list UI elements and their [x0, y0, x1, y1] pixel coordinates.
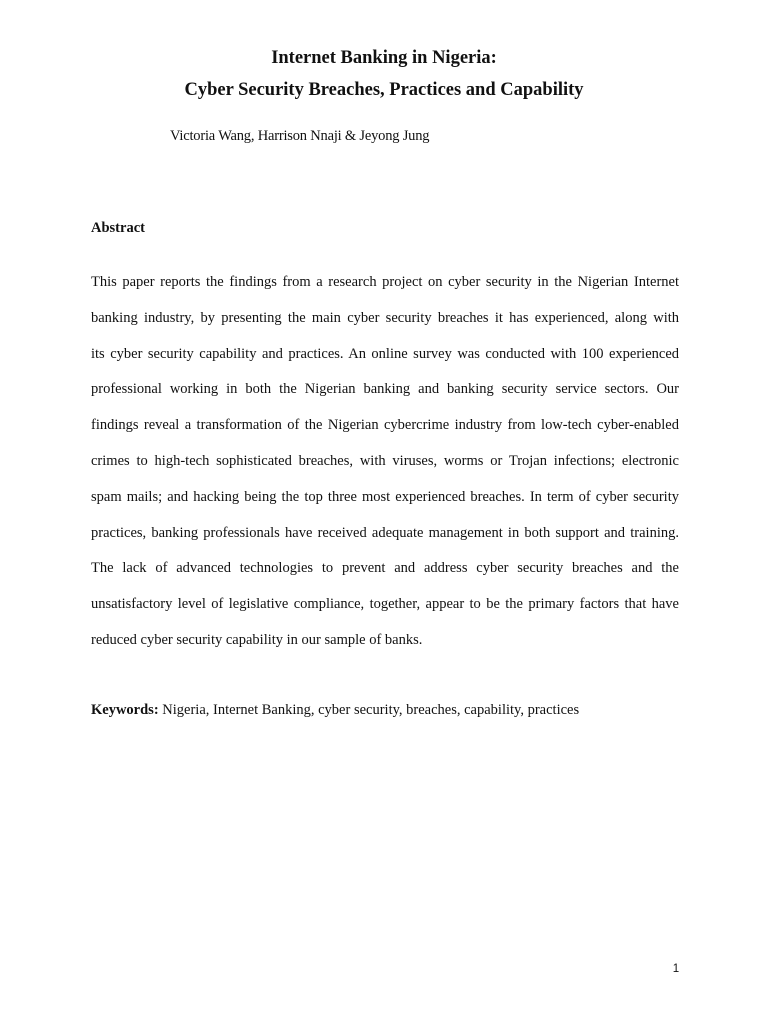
keywords-label: Keywords:	[91, 702, 159, 718]
paper-title-line-1: Internet Banking in Nigeria:	[271, 48, 497, 68]
abstract-line: reduced cyber security capability in our sample of banks.	[91, 631, 423, 648]
abstract-body	[91, 270, 679, 664]
abstract-line: This paper reports the findings from a research project on cyber security in the Nigerian Internet	[91, 274, 679, 290]
abstract-line: practices, banking professionals have received adequate management in both support and training.	[91, 524, 679, 541]
abstract-line: its cyber security capability and practices. An online survey was conducted with 100 experienced	[91, 345, 679, 362]
abstract-line: professional working in both the Nigerian banking and banking security service sectors. Our	[91, 381, 679, 398]
abstract-line: spam mails; and hacking being the top three most experienced breaches. In term of cyber security	[91, 488, 679, 505]
abstract-heading: Abstract	[91, 220, 145, 236]
abstract-line: crimes to high-tech sophisticated breaches, with viruses, worms or Trojan infections; electronic	[91, 452, 679, 469]
page-number: 1	[672, 963, 680, 975]
abstract-line: unsatisfactory level of legislative compliance, together, appear to be the primary factors that have	[91, 596, 679, 613]
author-list: Victoria Wang, Harrison Nnaji & Jeyong Jung	[170, 128, 430, 144]
abstract-line: The lack of advanced technologies to prevent and address cyber security breaches and the	[91, 560, 679, 577]
paper-title-line-2: Cyber Security Breaches, Practices and Capability	[184, 80, 584, 100]
abstract-line: findings reveal a transformation of the Nigerian cybercrime industry from low-tech cyber-enabled	[91, 417, 679, 434]
abstract-line: banking industry, by presenting the main cyber security breaches it has experienced, along with	[91, 309, 679, 326]
keywords	[91, 700, 579, 720]
keywords-text: Nigeria, Internet Banking, cyber security, breaches, capability, practices	[158, 702, 580, 718]
